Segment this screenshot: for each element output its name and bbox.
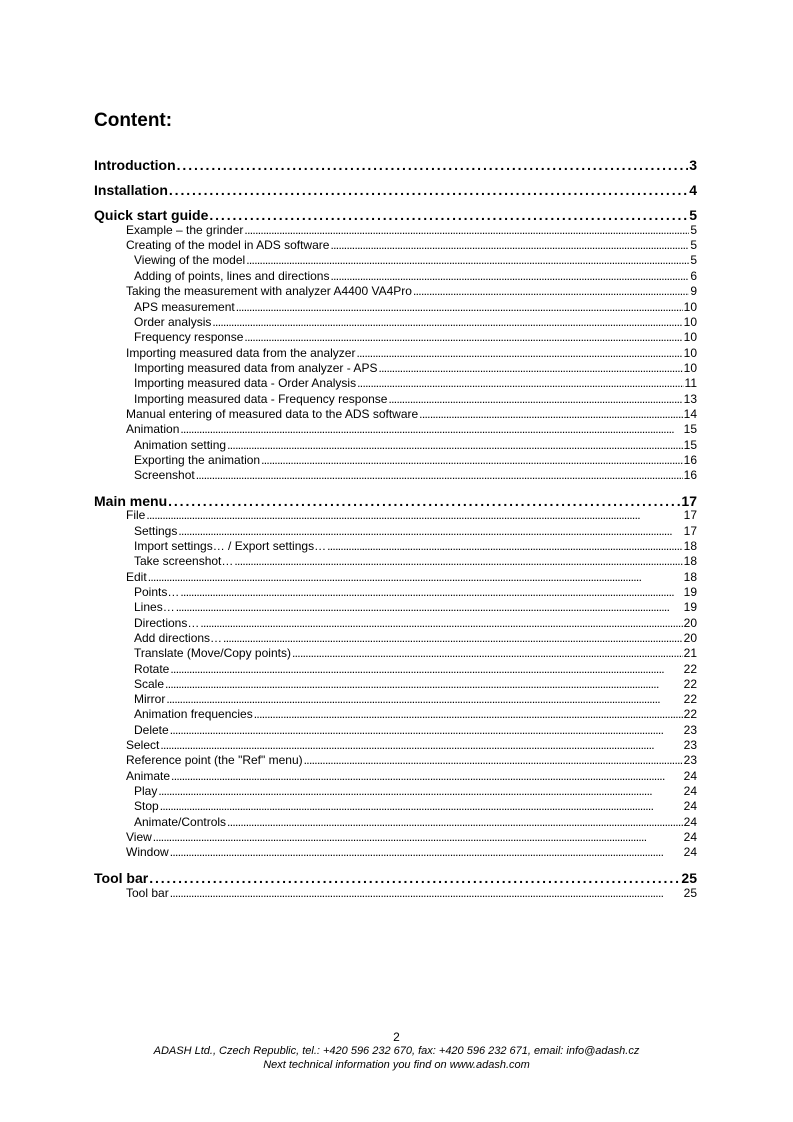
toc-entry[interactable] (126, 845, 697, 860)
dot-leader (413, 284, 689, 299)
toc-page-number: 25 (683, 886, 697, 900)
toc-entry[interactable] (134, 784, 697, 799)
toc-entry-title: Importing measured data - Order Analysis (134, 376, 357, 390)
dot-leader (292, 646, 683, 661)
dot-leader (330, 238, 689, 253)
toc-entry-title: Manual entering of measured data to the ADS software (126, 407, 419, 421)
page-number: 2 (393, 1030, 400, 1044)
toc-page-number: 5 (690, 253, 697, 267)
toc-page-number: 11 (684, 376, 697, 390)
toc-page-number: 17 (683, 508, 697, 522)
toc-entry-title: Translate (Move/Copy points) (134, 646, 291, 660)
toc-entry[interactable] (134, 707, 697, 722)
toc-entry[interactable] (134, 269, 697, 284)
toc-entry[interactable] (126, 738, 697, 753)
toc-page-number: 25 (681, 870, 697, 886)
dot-leader (170, 723, 683, 738)
toc-entry-title: Stop (134, 799, 159, 813)
toc-entry[interactable] (134, 300, 697, 315)
toc-entry-title: Creating of the model in ADS software (126, 238, 330, 252)
toc-page-number: 19 (683, 585, 697, 599)
dot-leader (356, 346, 682, 361)
toc-page-number: 10 (683, 315, 697, 329)
dot-leader (148, 570, 683, 585)
toc-entry[interactable] (126, 830, 697, 845)
toc-page-number: 24 (683, 799, 697, 813)
toc-entry[interactable] (134, 539, 697, 554)
toc-entry[interactable] (126, 508, 697, 523)
toc-entry-title: Screenshot (134, 468, 195, 482)
toc-entry[interactable] (134, 438, 697, 453)
dot-leader (212, 315, 682, 330)
toc-entry-title: Import settings… / Export settings… (134, 539, 327, 553)
dot-leader (227, 815, 683, 830)
toc-entry[interactable] (134, 631, 697, 646)
toc-entry[interactable] (134, 468, 697, 483)
dot-leader (149, 869, 680, 887)
toc-entry[interactable] (126, 238, 697, 253)
toc-entry-title: Reference point (the "Ref" menu) (126, 753, 303, 767)
dot-leader (178, 524, 682, 539)
toc-entry[interactable] (134, 376, 697, 391)
toc-page-number: 3 (689, 157, 697, 173)
toc-page-number: 18 (683, 554, 697, 568)
dot-leader (180, 585, 682, 600)
toc-chapter[interactable] (94, 869, 697, 887)
dot-leader (153, 830, 683, 845)
toc-page-number: 16 (683, 468, 697, 482)
toc-page-number: 16 (683, 453, 697, 467)
dot-leader (169, 181, 688, 199)
dot-leader (378, 361, 682, 376)
toc-page-number: 24 (683, 845, 697, 859)
toc-page-number: 24 (683, 784, 697, 798)
toc-entry[interactable] (134, 554, 697, 569)
toc-entry[interactable] (134, 330, 697, 345)
toc-page-number: 15 (683, 438, 697, 452)
toc-entry[interactable] (134, 662, 697, 677)
dot-leader (180, 422, 682, 437)
dot-leader (171, 769, 683, 784)
toc-chapter[interactable] (94, 156, 697, 174)
toc-entry-title: Order analysis (134, 315, 212, 329)
toc-page-number: 23 (683, 723, 697, 737)
toc-page-number: 15 (683, 422, 697, 436)
dot-leader (254, 707, 683, 722)
dot-leader (170, 845, 683, 860)
toc-chapter[interactable] (94, 181, 697, 199)
toc-entry-title: Add directions… (134, 631, 223, 645)
dot-leader (177, 156, 689, 174)
toc-entry-title: Main menu (94, 493, 168, 509)
dot-leader (327, 539, 683, 554)
dot-leader (419, 407, 682, 422)
toc-page-number: 5 (690, 223, 697, 237)
toc-entry-title: View (126, 830, 152, 844)
dot-leader (196, 468, 683, 483)
dot-leader (223, 631, 683, 646)
toc-entry-title: Take screenshot… (134, 554, 234, 568)
dot-leader (146, 508, 682, 523)
toc-page-number: 13 (683, 392, 697, 406)
toc-entry-title: Viewing of the model (134, 253, 246, 267)
toc-entry[interactable] (126, 223, 697, 238)
toc-entry-title: Play (134, 784, 158, 798)
dot-leader (357, 376, 683, 391)
toc-page-number: 24 (683, 769, 697, 783)
dot-leader (160, 738, 682, 753)
toc-entry-title: Adding of points, lines and directions (134, 269, 330, 283)
dot-leader (160, 799, 683, 814)
dot-leader (170, 662, 682, 677)
toc-entry-title: Installation (94, 182, 168, 198)
toc-entry[interactable] (134, 677, 697, 692)
toc-page-number: 22 (683, 677, 697, 691)
page-footer (0, 1030, 793, 1072)
toc-page-number: 22 (683, 692, 697, 706)
toc-entry-title: Points… (134, 585, 180, 599)
toc-page-number: 22 (683, 707, 697, 721)
toc-entry[interactable] (126, 422, 697, 437)
toc-entry-title: Rotate (134, 662, 170, 676)
toc-page-number: 17 (683, 524, 697, 538)
dot-leader (234, 554, 682, 569)
toc-entry-title: Animation frequencies (134, 707, 253, 721)
toc-entry-title: Delete (134, 723, 169, 737)
toc-entry[interactable] (134, 453, 697, 468)
toc-entry[interactable] (134, 315, 697, 330)
dot-leader (244, 223, 689, 238)
toc-entry-title: Quick start guide (94, 207, 209, 223)
toc-entry-title: Taking the measurement with analyzer A4400 VA4Pro (126, 284, 412, 298)
toc-entry-title: Tool bar (94, 870, 149, 886)
toc-entry[interactable] (134, 253, 697, 268)
toc-page-number: 23 (683, 753, 697, 767)
toc-page-number: 10 (683, 300, 697, 314)
toc-entry[interactable] (134, 600, 697, 615)
dot-leader (227, 438, 683, 453)
toc-page-number: 10 (683, 361, 697, 375)
toc-page-number: 24 (683, 830, 697, 844)
toc-page-number: 18 (683, 539, 697, 553)
toc-page-number: 10 (683, 346, 697, 360)
toc-entry[interactable] (134, 585, 697, 600)
toc-entry-title: Animation (126, 422, 180, 436)
toc-entry[interactable] (126, 284, 697, 299)
toc-page-number: 10 (683, 330, 697, 344)
footer-info-line: Next technical information you find on www.adash.com (263, 1059, 530, 1071)
toc-entry-title: Animate (126, 769, 171, 783)
toc-entry[interactable] (126, 769, 697, 784)
dot-leader (330, 269, 689, 284)
toc-entry-title: Animate/Controls (134, 815, 227, 829)
toc-page-number: 20 (683, 631, 697, 645)
toc-entry[interactable] (134, 723, 697, 738)
dot-leader (236, 300, 683, 315)
toc-entry-title: Window (126, 845, 169, 859)
toc-entry[interactable] (134, 692, 697, 707)
toc-entry-title: Select (126, 738, 160, 752)
dot-leader (158, 784, 682, 799)
toc-entry-title: APS measurement (134, 300, 235, 314)
toc-entry[interactable] (134, 616, 697, 631)
toc-entry[interactable] (126, 407, 697, 422)
toc-entry[interactable] (126, 753, 697, 768)
toc-chapter[interactable] (94, 206, 697, 224)
dot-leader (304, 753, 683, 768)
toc-page-number: 22 (683, 662, 697, 676)
toc-entry[interactable] (134, 524, 697, 539)
toc-page-number: 14 (683, 407, 697, 421)
toc-entry-title: Directions… (134, 616, 200, 630)
toc-entry[interactable] (134, 361, 697, 376)
toc-entry-title: Edit (126, 570, 147, 584)
toc-entry-title: Exporting the animation (134, 453, 261, 467)
dot-leader (244, 330, 682, 345)
toc-entry[interactable] (126, 346, 697, 361)
dot-leader (388, 392, 682, 407)
toc-entry-title: Scale (134, 677, 165, 691)
page-title: Content: (94, 110, 173, 131)
toc-page-number: 17 (681, 493, 697, 509)
toc-entry-title: Tool bar (126, 886, 169, 900)
toc-entry-title: File (126, 508, 146, 522)
toc-page-number: 5 (690, 238, 697, 252)
dot-leader (261, 453, 683, 468)
dot-leader (165, 677, 683, 692)
toc-entry[interactable] (134, 815, 697, 830)
toc-entry-title: Lines… (134, 600, 175, 614)
toc-page-number: 20 (683, 616, 697, 630)
toc-entry[interactable] (126, 570, 697, 585)
toc-entry-title: Mirror (134, 692, 166, 706)
dot-leader (166, 692, 682, 707)
toc-entry-title: Introduction (94, 157, 176, 173)
toc-page-number: 5 (689, 207, 697, 223)
toc-entry[interactable] (126, 886, 697, 901)
dot-leader (246, 253, 689, 268)
toc-entry-title: Importing measured data from analyzer - APS (134, 361, 378, 375)
dot-leader (176, 600, 683, 615)
toc-page-number: 6 (690, 269, 697, 283)
toc-page-number: 23 (683, 738, 697, 752)
toc-entry-title: Animation setting (134, 438, 227, 452)
dot-leader (209, 206, 688, 224)
dot-leader (200, 616, 682, 631)
toc-page-number: 18 (683, 570, 697, 584)
toc-entry-title: Importing measured data - Frequency response (134, 392, 388, 406)
toc-page-number: 24 (683, 815, 697, 829)
toc-page-number: 9 (690, 284, 697, 298)
toc-page-number: 19 (683, 600, 697, 614)
toc-entry-title: Example – the grinder (126, 223, 244, 237)
toc-entry[interactable] (134, 646, 697, 661)
toc-page-number: 21 (683, 646, 697, 660)
footer-company-line: ADASH Ltd., Czech Republic, tel.: +420 596 232 670, fax: +420 596 232 671, email: info@adash.cz (153, 1045, 640, 1057)
toc-page-number: 4 (689, 182, 697, 198)
toc-entry-title: Importing measured data from the analyzer (126, 346, 356, 360)
toc-entry[interactable] (134, 392, 697, 407)
toc-entry-title: Settings (134, 524, 178, 538)
toc-entry-title: Frequency response (134, 330, 244, 344)
dot-leader (170, 886, 683, 901)
toc-entry[interactable] (134, 799, 697, 814)
